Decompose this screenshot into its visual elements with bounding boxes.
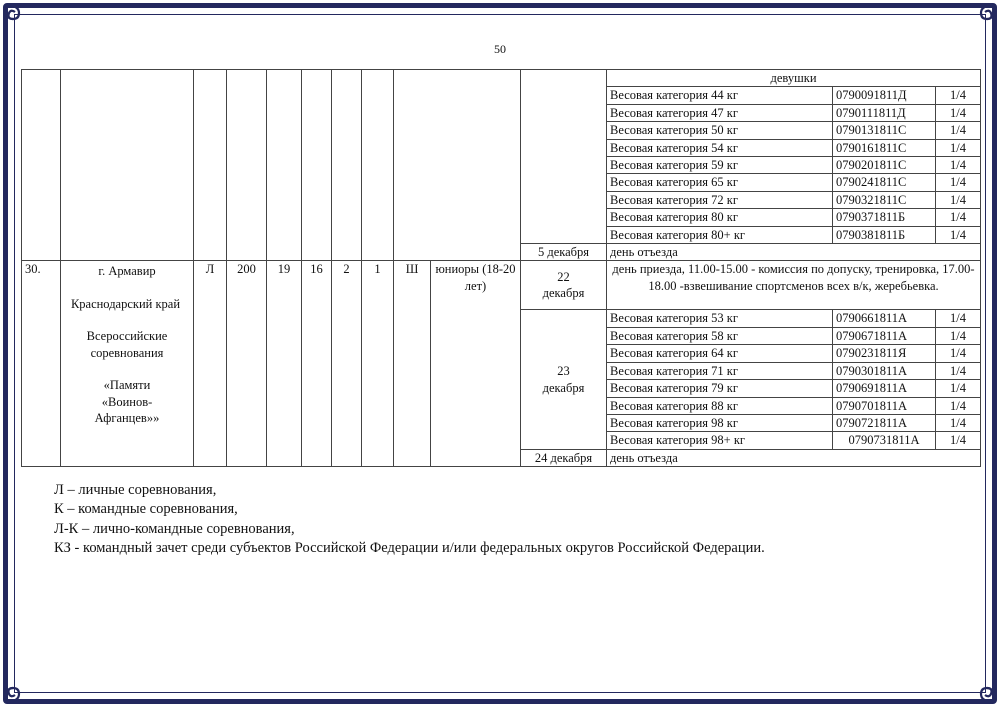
category-share: 1/4 — [936, 345, 981, 362]
category-code: 0790111811Д — [833, 104, 936, 121]
departure-date: 24 декабря — [521, 449, 607, 466]
category-name: Весовая категория 54 кг — [607, 139, 833, 156]
cell-age-prev — [394, 70, 521, 261]
category-code: 0790701811А — [833, 397, 936, 414]
category-code: 0790371811Б — [833, 209, 936, 226]
category-share: 1/4 — [936, 362, 981, 379]
category-share: 1/4 — [936, 157, 981, 174]
category-name: Весовая категория 79 кг — [607, 380, 833, 397]
corner-ornament-icon — [3, 3, 33, 33]
entry-age-group: юниоры (18-20 лет) — [431, 261, 521, 467]
top-block — [22, 70, 981, 261]
corner-ornament-icon — [967, 674, 997, 704]
category-share: 1/4 — [936, 432, 981, 449]
category-name: Весовая категория 72 кг — [607, 191, 833, 208]
category-share: 1/4 — [936, 87, 981, 104]
cell-info-prev — [61, 70, 194, 261]
entry-info — [61, 261, 194, 467]
category-code: 0790671811А — [833, 327, 936, 344]
category-name: Весовая категория 80 кг — [607, 209, 833, 226]
cell-col-a-prev — [267, 70, 302, 261]
category-code: 0790231811Я — [833, 345, 936, 362]
legend-item: Л – личные соревнования, — [54, 482, 217, 498]
entry-competition-type: Всероссийские соревнования — [86, 329, 168, 360]
category-name: Весовая категория 47 кг — [607, 104, 833, 121]
category-code: 0790131811С — [833, 122, 936, 139]
category-share: 1/4 — [936, 226, 981, 243]
category-name: Весовая категория 53 кг — [607, 310, 833, 327]
entry-region: Краснодарский край — [70, 296, 181, 311]
category-code: 0790721811А — [833, 414, 936, 431]
category-name: Весовая категория 80+ кг — [607, 226, 833, 243]
cell-participants-prev — [227, 70, 267, 261]
category-share: 1/4 — [936, 191, 981, 208]
category-share: 1/4 — [936, 174, 981, 191]
cell-col-c-prev — [332, 70, 362, 261]
category-share: 1/4 — [936, 139, 981, 156]
entry-col-a: 19 — [267, 261, 302, 467]
category-name: Весовая категория 64 кг — [607, 345, 833, 362]
page-number: 50 — [494, 42, 506, 56]
category-code: 0790091811Д — [833, 87, 936, 104]
category-name: Весовая категория 58 кг — [607, 327, 833, 344]
category-name: Весовая категория 65 кг — [607, 174, 833, 191]
entry-col-d: 1 — [362, 261, 394, 467]
cell-number-prev — [22, 70, 61, 261]
category-share: 1/4 — [936, 414, 981, 431]
category-name: Весовая категория 44 кг — [607, 87, 833, 104]
category-name: Весовая категория 98+ кг — [607, 432, 833, 449]
corner-ornament-icon — [967, 3, 997, 33]
category-name: Весовая категория 50 кг — [607, 122, 833, 139]
category-share: 1/4 — [936, 104, 981, 121]
competition-date: 23 декабря — [521, 310, 607, 449]
category-share: 1/4 — [936, 380, 981, 397]
category-code: 0790161811С — [833, 139, 936, 156]
arrival-date: 22 декабря — [521, 261, 607, 310]
category-name: Весовая категория 71 кг — [607, 362, 833, 379]
category-name: Весовая категория 59 кг — [607, 157, 833, 174]
legend-item: Л-К – лично-командные соревнования, — [54, 520, 295, 537]
category-share: 1/4 — [936, 122, 981, 139]
cell-date-prev — [521, 70, 607, 244]
entry-rank: Ш — [394, 261, 431, 467]
departure-date: 5 декабря — [521, 244, 607, 261]
category-share: 1/4 — [936, 327, 981, 344]
category-name: Весовая категория 98 кг — [607, 414, 833, 431]
entry-col-b: 16 — [302, 261, 332, 467]
category-code: 0790301811А — [833, 362, 936, 379]
entry-mode: Л — [194, 261, 227, 467]
entry-col-c: 2 — [332, 261, 362, 467]
entry-city: г. Армавир — [98, 264, 156, 279]
departure-text: день отъезда — [607, 244, 981, 261]
entry-block — [22, 261, 981, 467]
entry-number: 30. — [22, 261, 61, 467]
entry-participants: 200 — [227, 261, 267, 467]
category-code: 0790731811А — [833, 432, 936, 449]
cell-mode-prev — [194, 70, 227, 261]
cell-col-d-prev — [362, 70, 394, 261]
category-code: 0790321811С — [833, 191, 936, 208]
schedule-table — [21, 69, 981, 467]
entry-title: «Памяти «Воинов-Афганцев»» — [94, 378, 160, 425]
category-share: 1/4 — [936, 310, 981, 327]
legend-item: КЗ - командный зачет среди субъектов Российской Федерации и/или федеральных округов Российской Федерации. — [54, 540, 765, 557]
category-code: 0790201811С — [833, 157, 936, 174]
category-code: 0790661811А — [833, 310, 936, 327]
legend — [54, 481, 765, 559]
legend-item: К – командные соревнования, — [54, 501, 238, 518]
corner-ornament-icon — [3, 674, 33, 704]
category-share: 1/4 — [936, 397, 981, 414]
cell-col-b-prev — [302, 70, 332, 261]
departure-text: день отъезда — [607, 449, 981, 466]
category-code: 0790381811Б — [833, 226, 936, 243]
arrival-text: день приезда, 11.00-15.00 - комиссия по допуску, тренировка, 17.00-18.00 -взвешивание спортсменов всех в/к, жеребьевка. — [607, 261, 981, 310]
category-name: Весовая категория 88 кг — [607, 397, 833, 414]
category-share: 1/4 — [936, 209, 981, 226]
category-code: 0790241811С — [833, 174, 936, 191]
category-code: 0790691811А — [833, 380, 936, 397]
gender-header: девушки — [607, 70, 981, 87]
